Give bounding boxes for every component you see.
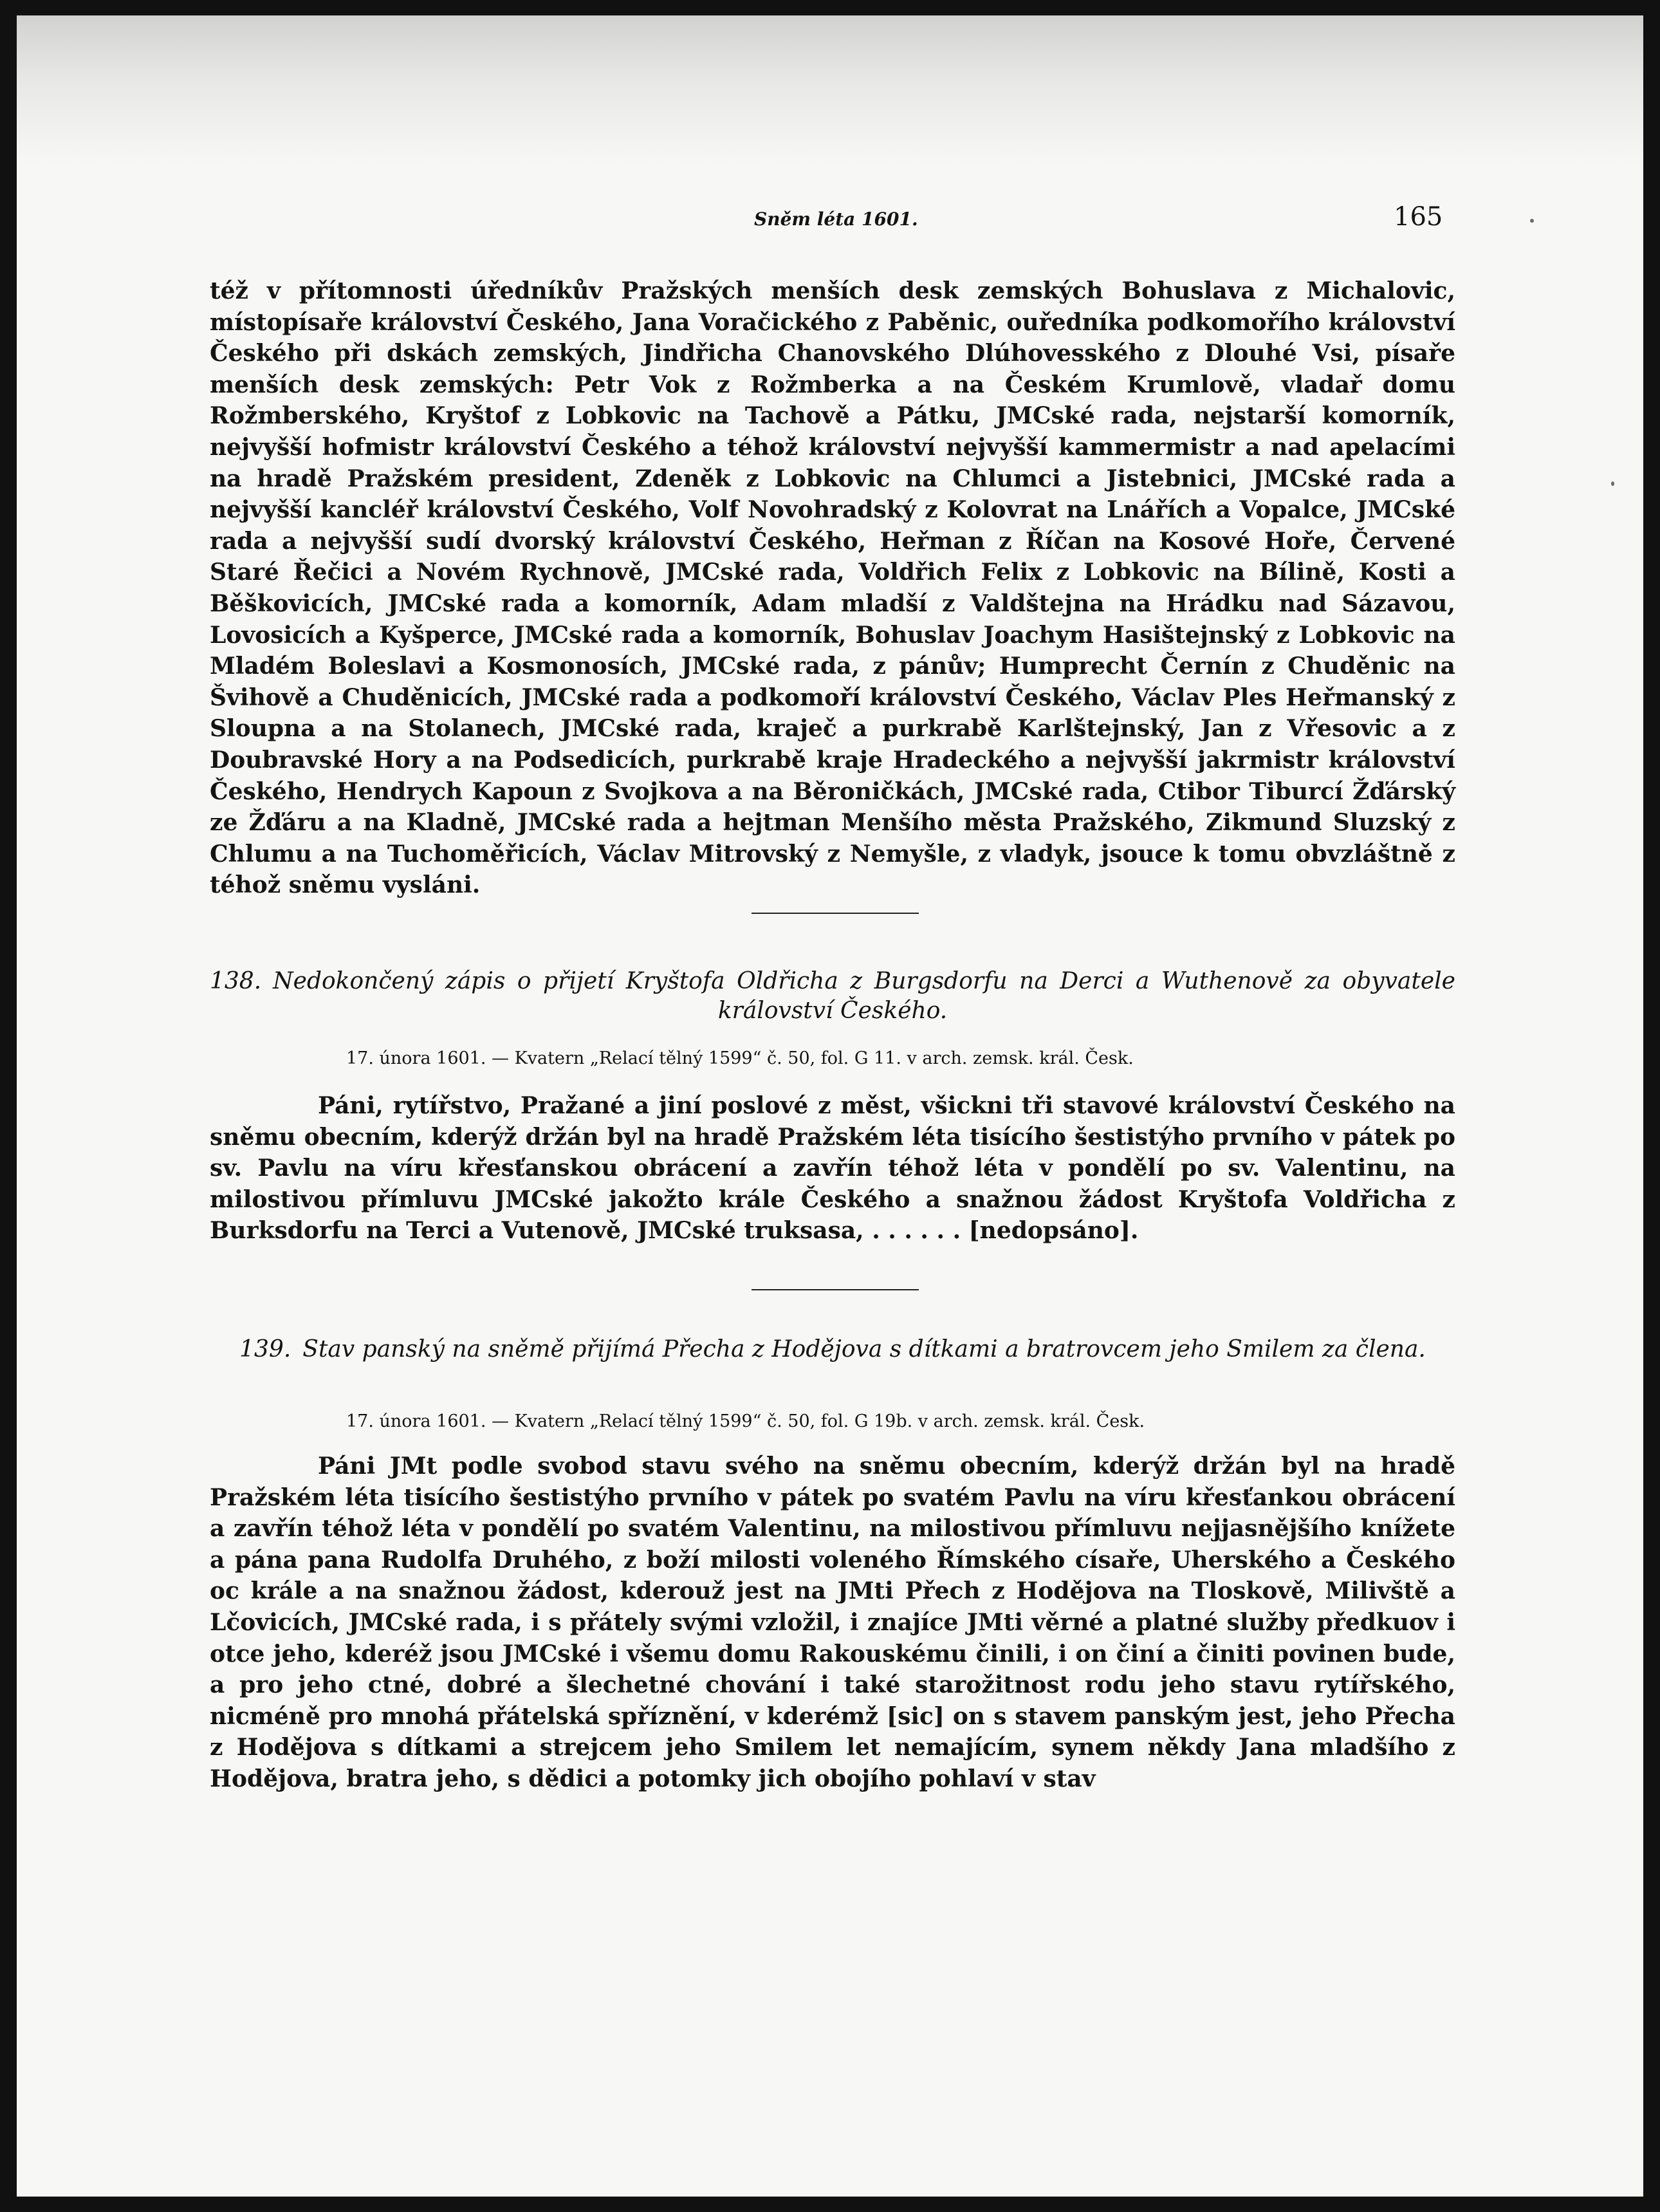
entry-heading bbox=[210, 1335, 1455, 1364]
entry-source-citation: 17. února 1601. — Kvatern „Relací tělný 1599“ č. 50, fol. G 11. v arch. zemsk. král. Česk. bbox=[346, 1048, 1134, 1068]
entry-body: Páni JMt podle svobod stavu svého na sněmu obecním, kderýž držán byl na hradě Pražském léta tisícího šestistýho prvního v pátek po svatém Pavlu na víru křesťankou obrácení a zavřín téhož léta v pondělí po svatém Valentinu, na milostivou přímluvu nejjasnějšího knížete a pána pana Rudolfa Druhého, z boží milosti voleného Římského císaře, Uherského a Českého oc krále a na snažnou žádost, kderouž jest na JMti Přech z Hodějova na Tloskově, Milivště a Lčovicích, JMCské rada, i s přátely svými vzložil, i znajíce JMti věrné a platné služby předkuov i otce jeho, kderéž jsou JMCské i všemu domu Rakouskému činili, i on činí a činiti povinen bude, a pro jeho ctné, dobré a šlechetné chování i také starožitnost rodu jeho stavu rytířského, nicméně pro mnohá přátelská spříznění, v kderémž [sic] on s stavem panským jest, jeho Přecha z Hodějova s dítkami a strejcem jeho Smilem let nemajícím, synem někdy Jana mladšího z Hodějova, bratra jeho, s dědici a potomky jich obojího pohlaví v stav bbox=[210, 1453, 1455, 1792]
entry-number: 138. bbox=[210, 968, 262, 994]
entry-heading bbox=[210, 967, 1455, 1026]
entry-title: Nedokončený zápis o přijetí Kryštofa Oldřicha z Burgsdorfu na Derci a Wuthenově za obyvatele království Českého. bbox=[273, 968, 1455, 1024]
scan-speck bbox=[1611, 481, 1614, 486]
section-divider bbox=[752, 913, 919, 914]
entry-source-citation: 17. února 1601. — Kvatern „Relací tělný 1599“ č. 50, fol. G 19b. v arch. zemsk. král. Česk. bbox=[346, 1411, 1145, 1431]
page-number: 165 bbox=[1394, 202, 1443, 232]
continuation-paragraph: též v přítomnosti úředníkův Pražských menších desk zemských Bohuslava z Michalovic, místopísaře království Českého, Jana Voračického z Paběnic, ouředníka podkomořího království Českého při dskách zemských, Jindřicha Chanovského Dlúhovesského z Dlouhé Vsi, písaře menších desk zemských: Petr Vok z Rožmberka a na Českém Krumlově, vladař domu Rožmberského, Kryštof z Lobkovic na Tachově a Pátku, JMCské rada, nejstarší komorník, nejvyšší hofmistr království Českého a téhož království nejvyšší kammermistr a nad apelacími na hradě Pražském president, Zdeněk z Lobkovic na Chlumci a Jistebnici, JMCské rada a nejvyšší kancléř království Českého, Volf Novohradský z Kolovrat na Lnářích a Vopalce, JMCské rada a nejvyšší sudí dvorský království Českého, Heřman z Říčan na Kosové Hoře, Červené Staré Řečici a Novém Rychnově, JMCské rada, Voldřich Felix z Lobkovic na Bílině, Kosti a Běškovicích, JMCské rada a komorník, Adam mladší z Valdštejna na Hrádku nad Sázavou, Lovosicích a Kyšperce, JMCské rada a komorník, Bohuslav Joachym Hasištejnský z Lobkovic na Mladém Boleslavi a Kosmonosích, JMCské rada, z pánův; Humprecht Černín z Chuděnic na Švihově a Chuděnicích, JMCské rada a podkomoří království Českého, Václav Ples Heřmanský z Sloupna a na Stolanech, JMCské rada, kraječ a purkrabě Karlštejnský, Jan z Vřesovic a z Doubravské Hory a na Podsedicích, purkrabě kraje Hradeckého a nejvyšší jakrmistr království Českého, Hendrych Kapoun z Svojkova a na Běroničkách, JMCské rada, Ctibor Tiburcí Žďárský ze Žďáru a na Kladně, JMCské rada a hejtman Menšího města Pražského, Zikmund Sluzský z Chlumu a na Tuchoměřicích, Václav Mitrovský z Nemyšle, z vladyk, jsouce k tomu obvzláštně z téhož sněmu vysláni. bbox=[210, 277, 1455, 899]
entry-number: 139. bbox=[239, 1336, 291, 1362]
entry-body: Páni, rytířstvo, Pražané a jiní poslové z měst, všickni tři stavové království Českého na sněmu obecním, kderýž držán byl na hradě Pražském léta tisícího šestistýho prvního v pátek po sv. Pavlu na víru křesťanskou obrácení a zavřín téhož léta v pondělí po sv. Valentinu, na milostivou přímluvu JMCské jakožto krále Českého a snažnou žádost Kryštofa Voldřicha z Burksdorfu na Terci a Vutenově, JMCské truksasa, . . . . . . [nedopsáno]. bbox=[210, 1092, 1455, 1245]
entry-title: Stav panský na sněmě přijímá Přecha z Hodějova s dítkami a bratrovcem jeho Smilem za člena. bbox=[302, 1336, 1426, 1362]
running-head: Sněm léta 1601. bbox=[754, 209, 918, 230]
page-sheet bbox=[17, 15, 1643, 2197]
section-divider bbox=[752, 1289, 919, 1290]
scan-speck bbox=[1530, 219, 1534, 223]
